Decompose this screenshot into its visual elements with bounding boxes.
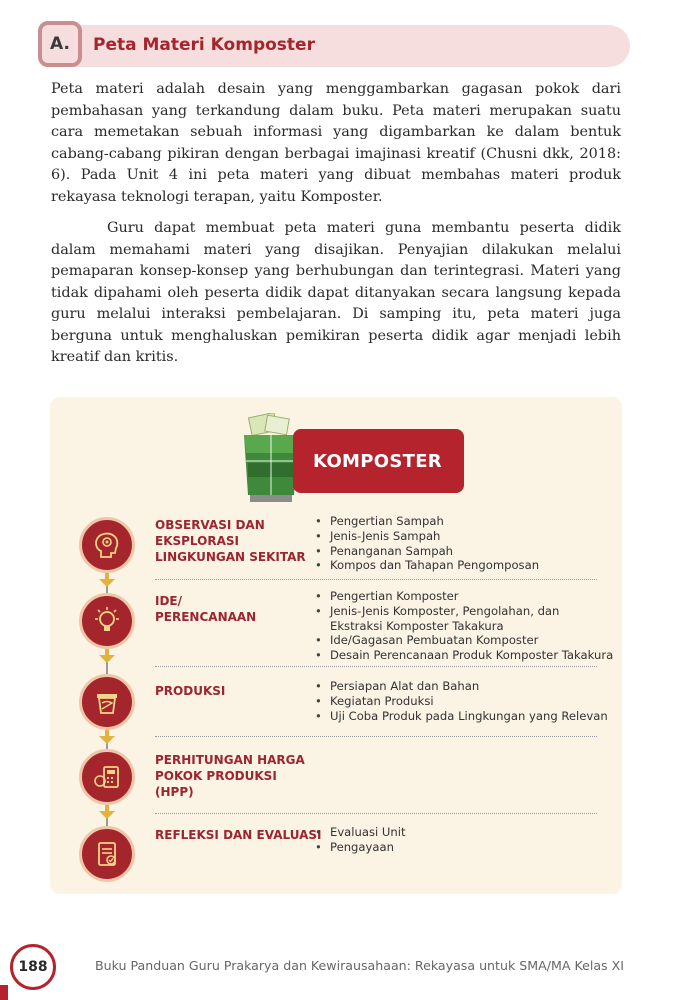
section-title: Peta Materi Komposter — [93, 35, 315, 55]
step-5-title: REFLEKSI DAN EVALUASI — [155, 828, 322, 842]
footer-tab — [0, 985, 8, 1000]
section-letter: A. — [38, 21, 82, 67]
step-5-bullet-list — [315, 825, 406, 855]
step-2-title: IDE/ PERENCANAAN — [155, 594, 257, 624]
arrow-3 — [99, 736, 115, 744]
step-3-title: PRODUKSI — [155, 684, 226, 698]
list-item: • Kegiatan Produksi — [315, 694, 608, 709]
checklist-icon — [91, 838, 123, 870]
list-item: • Pengayaan — [315, 840, 406, 855]
arrow-2 — [99, 655, 115, 663]
step-1-bullet-list — [315, 514, 539, 573]
step-5-icon-circle — [79, 826, 135, 882]
step-1-title: OBSERVASI DAN EKSPLORASI LINGKUNGAN SEKITAR — [155, 518, 306, 564]
divider-3 — [155, 736, 597, 737]
list-item: • Jenis-Jenis Sampah — [315, 529, 539, 544]
step-3-icon-circle — [79, 674, 135, 730]
calculator-icon — [91, 761, 123, 793]
list-item: • Evaluasi Unit — [315, 825, 406, 840]
step-4-icon-circle — [79, 749, 135, 805]
divider-4 — [155, 813, 597, 814]
step-4-title: PERHITUNGAN HARGA POKOK PRODUKSI (HPP) — [155, 753, 305, 799]
paragraph-1: Peta materi adalah desain yang menggambarkan gagasan pokok dari pembahasan yang terkandung dalam buku. Peta materi merupakan suatu cara memetakan sebuah informasi yang digambarkan ke dalam bentuk cabang-cabang pikiran dengan berbagai imajinasi kreatif (Chusni dkk, 2018: 6). Pada Unit 4 ini peta materi yang dibuat membahas materi produk rekayasa teknologi terapan, yaitu Komposter. — [51, 81, 621, 205]
arrow-4 — [99, 811, 115, 819]
divider-1 — [155, 579, 597, 580]
divider-2 — [155, 666, 597, 667]
concept-map-title: KOMPOSTER — [293, 429, 464, 493]
list-item: • Ide/Gagasan Pembuatan Komposter — [315, 633, 615, 648]
step-1-icon-circle — [79, 517, 135, 573]
list-item: • Desain Perencanaan Produk Komposter Takakura — [315, 648, 615, 663]
list-item: • Persiapan Alat dan Bahan — [315, 679, 608, 694]
paragraph-2: Guru dapat membuat peta materi guna membantu peserta didik dalam memahami materi yang disajikan. Penyajian dilakukan melalui pemaparan konsep-konsep yang berhubungan dan terintegrasi. Materi yang tidak dipahami oleh peserta didik dapat ditanyakan secara langsung kepada guru melalui interaksi pembelajaran. Di samping itu, peta materi juga berguna untuk menghaluskan pemikiran peserta didik agar menjadi lebih kreatif dan kritis. — [51, 220, 621, 365]
arrow-1 — [99, 579, 115, 587]
list-item: • Kompos dan Tahapan Pengomposan — [315, 558, 539, 573]
lightbulb-icon — [91, 605, 123, 637]
page-number: 188 — [10, 944, 56, 990]
list-item: • Jenis-Jenis Komposter, Pengolahan, dan Ekstraksi Komposter Takakura — [315, 604, 615, 634]
footer-book-title: Buku Panduan Guru Prakarya dan Kewirausahaan: Rekayasa untuk SMA/MA Kelas XI — [95, 958, 624, 973]
list-item: • Pengertian Komposter — [315, 589, 615, 604]
head-gear-icon — [91, 529, 123, 561]
basket-icon — [91, 686, 123, 718]
step-3-bullet-list — [315, 679, 608, 723]
list-item: • Pengertian Sampah — [315, 514, 539, 529]
step-2-bullet-list — [315, 589, 615, 663]
step-2-icon-circle — [79, 593, 135, 649]
list-item: • Penanganan Sampah — [315, 544, 539, 559]
list-item: • Uji Coba Produk pada Lingkungan yang Relevan — [315, 709, 608, 724]
